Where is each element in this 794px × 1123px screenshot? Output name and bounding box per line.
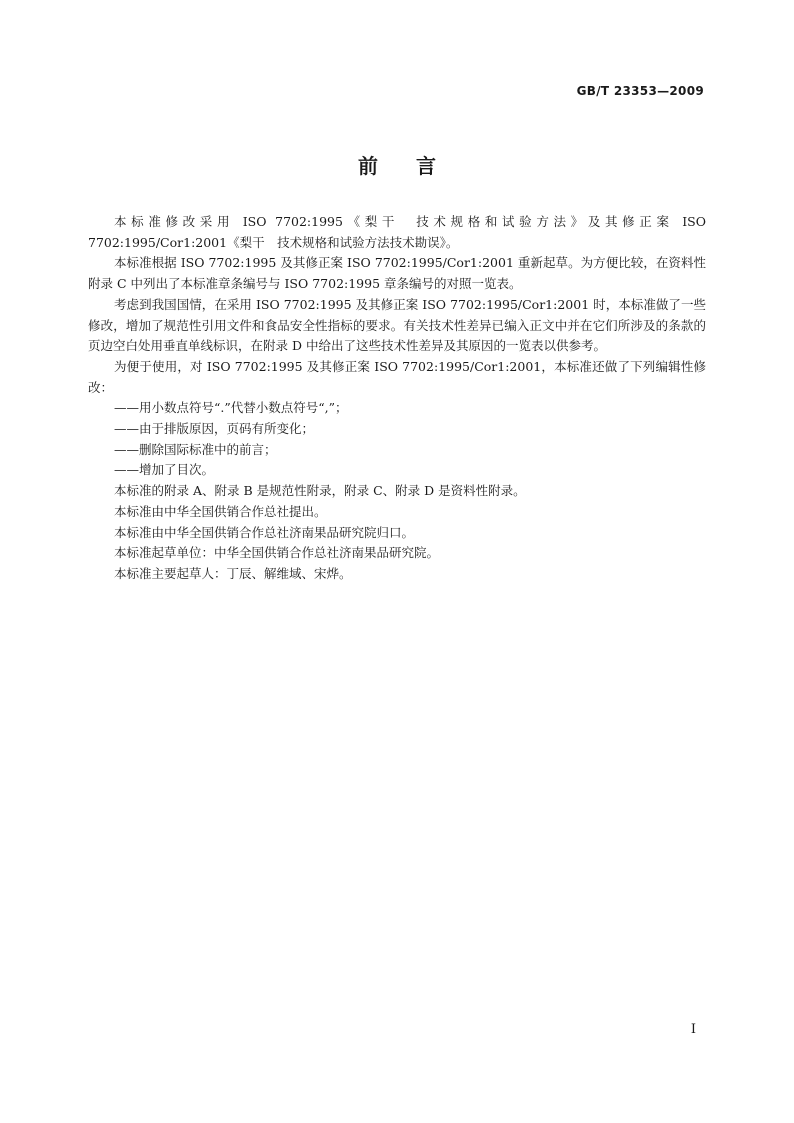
paragraph-drafting-unit: 本标准起草单位：中华全国供销合作总社济南果品研究院。 xyxy=(114,545,440,561)
paragraph-modifications: 考虑到我国国情，在采用 ISO 7702:1995 及其修正案 ISO 7702:1995/Cor1:2001 时，本标准做了一些修改，增加了规范性引用文件和食品安全性指标的要求。有关技术性差异已编入正文中并在它们所涉及的条款的页边空白处用垂直单线标识，在附录 D 中给出了这些技术性差异及其原因的一览表以供参考。 xyxy=(88,296,706,354)
list-item-foreword-removed: ——删除国际标准中的前言； xyxy=(114,441,277,457)
preface-body xyxy=(88,212,706,585)
paragraph-drafting-basis: 本标准根据 ISO 7702:1995 及其修正案 ISO 7702:1995/Cor1:2001 重新起草。为方便比较，在资料性附录 C 中列出了本标准章条编号与 ISO 7702:1995 章条编号的对照一览表。 xyxy=(88,255,706,292)
list-item-page-numbers: ——由于排版原因，页码有所变化； xyxy=(114,421,315,437)
paragraph-annexes: 本标准的附录 A、附录 B 是规范性附录，附录 C、附录 D 是资料性附录。 xyxy=(114,483,526,499)
paragraph-editorial-changes: 为便于使用，对 ISO 7702:1995 及其修正案 ISO 7702:1995/Cor1:2001，本标准还做了下列编辑性修改： xyxy=(88,358,706,395)
paragraph-adoption: 本标准修改采用 ISO 7702:1995《梨干 技术规格和试验方法》及其修正案 ISO 7702:1995/Cor1:2001《梨干 技术规格和试验方法技术勘误》。 xyxy=(88,214,706,250)
paragraph-proposed-by: 本标准由中华全国供销合作总社提出。 xyxy=(114,503,327,519)
standard-code: GB/T 23353—2009 xyxy=(576,84,704,98)
list-item-contents-added: ——增加了目次。 xyxy=(114,462,215,478)
page-number: I xyxy=(690,1022,696,1037)
paragraph-centralized-by: 本标准由中华全国供销合作总社济南果品研究院归口。 xyxy=(114,524,415,540)
paragraph-drafters: 本标准主要起草人：丁辰、解维域、宋烨。 xyxy=(114,565,352,581)
page-title: 前言 xyxy=(358,154,474,178)
list-item-decimal-symbol: ——用小数点符号“.”代替小数点符号“,”； xyxy=(114,400,348,416)
